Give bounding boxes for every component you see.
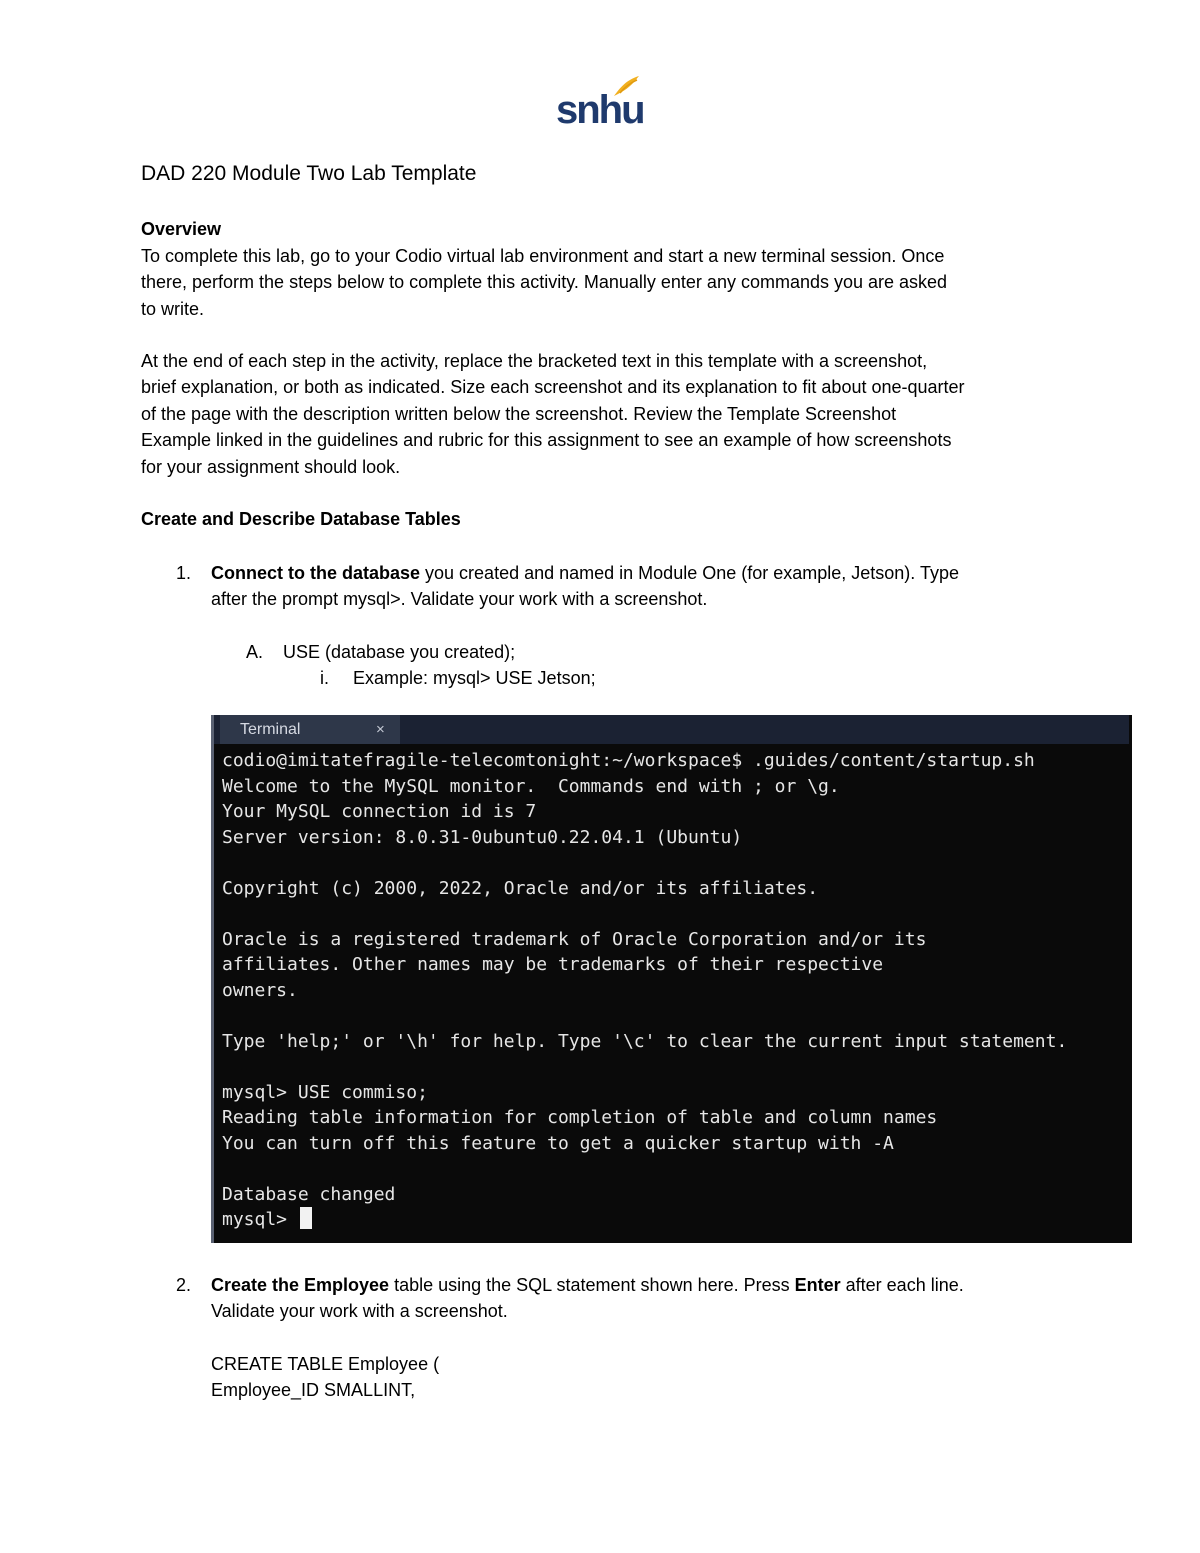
step-1ai-text: Example: mysql> USE Jetson; [353,668,596,688]
terminal-line [222,901,1126,927]
text-line: To complete this lab, go to your Codio virtual lab environment and start a new terminal session. Once [141,246,945,266]
step-2-bold-2: Enter [794,1275,841,1295]
step-1-bold: Connect to the database [211,563,421,583]
terminal-line: mysql> USE commiso; [222,1081,428,1103]
step-2-end: after each line. [840,1275,964,1295]
code-line: Employee_ID SMALLINT, [211,1380,416,1401]
terminal-line: Type 'help;' or '\h' for help. Type '\c' to clear the current input statement. [222,1030,1068,1052]
terminal-tab[interactable] [220,715,400,744]
step-1-number: 1. [176,563,192,583]
step-2-number: 2. [176,1275,192,1295]
text-line: At the end of each step in the activity, replace the bracketed text in this template with a screenshot, [141,351,928,371]
overview-paragraph-2 [141,348,965,480]
terminal-line [222,1003,1126,1029]
terminal-cursor [300,1207,312,1229]
text-line: to write. [141,298,205,319]
terminal-line: codio@imitatefragile-telecomtonight:~/workspace$ .guides/content/startup.sh [222,750,1035,771]
terminal-output [222,748,1126,1233]
step-1-text [211,560,1071,613]
terminal-line: Reading table information for completion of table and column names [222,1107,938,1128]
step-2-bold-1: Create the Employee [211,1275,390,1295]
terminal-line [222,1156,1126,1182]
text-line [211,560,1071,586]
terminal-line [222,850,1126,876]
terminal-line: Your MySQL connection id is 7 [222,801,537,822]
terminal-line: mysql> [222,1207,1126,1233]
overview-paragraph-1 [141,243,947,322]
step-1ai-number: i. [320,668,329,688]
text-line: brief explanation, or both as indicated. Size each screenshot and its explanation to fit about one-quarter [141,377,965,398]
close-icon[interactable]: × [376,721,385,738]
text-line: of the page with the description written below the screenshot. Review the Template Screenshot [141,403,897,424]
terminal-line [222,1054,1126,1080]
step-1a-letter: A. [246,642,264,662]
terminal-line: owners. [222,979,298,1001]
terminal-line: affiliates. Other names may be trademarks of their respective [222,954,884,975]
terminal-screenshot [211,715,1132,1243]
page-title: DAD 220 Module Two Lab Template [141,162,477,185]
terminal-line: Welcome to the MySQL monitor. Commands end with ; or \g. [222,775,840,797]
terminal-line: Server version: 8.0.31-0ubuntu0.22.04.1 (Ubuntu) [222,826,743,848]
sql-code [211,1351,1071,1404]
terminal-line: Oracle is a registered trademark of Oracle Corporation and/or its [222,928,927,950]
section-heading: Create and Describe Database Tables [141,509,461,529]
text-line: Example linked in the guidelines and rubric for this assignment to see an example of how screenshots [141,430,952,451]
step-1-rest: you created and named in Module One (for example, Jetson). Type [420,563,960,583]
text-line: for your assignment should look. [141,456,401,477]
code-line: CREATE TABLE Employee ( [211,1354,440,1374]
step-1a-text: USE (database you created); [283,642,516,662]
step-2-text [211,1272,1071,1325]
overview-heading: Overview [141,219,222,239]
terminal-line: You can turn off this feature to get a quicker startup with -A [222,1132,894,1154]
flame-icon [612,74,640,98]
terminal-line: Database changed [222,1183,396,1205]
text-line: Validate your work with a screenshot. [211,1301,508,1322]
step-2-mid: table using the SQL statement shown here. Press [389,1275,795,1295]
terminal-tab-label: Terminal [240,721,301,738]
logo-wordmark: snhu [556,88,644,132]
terminal-tab-bar [214,715,1129,744]
terminal-line: Copyright (c) 2000, 2022, Oracle and/or its affiliates. [222,877,819,899]
snhu-logo [556,74,644,134]
text-line: there, perform the steps below to complete this activity. Manually enter any commands you are asked [141,272,948,293]
text-line: after the prompt mysql>. Validate your work with a screenshot. [211,589,708,610]
text-line [211,1272,1071,1298]
